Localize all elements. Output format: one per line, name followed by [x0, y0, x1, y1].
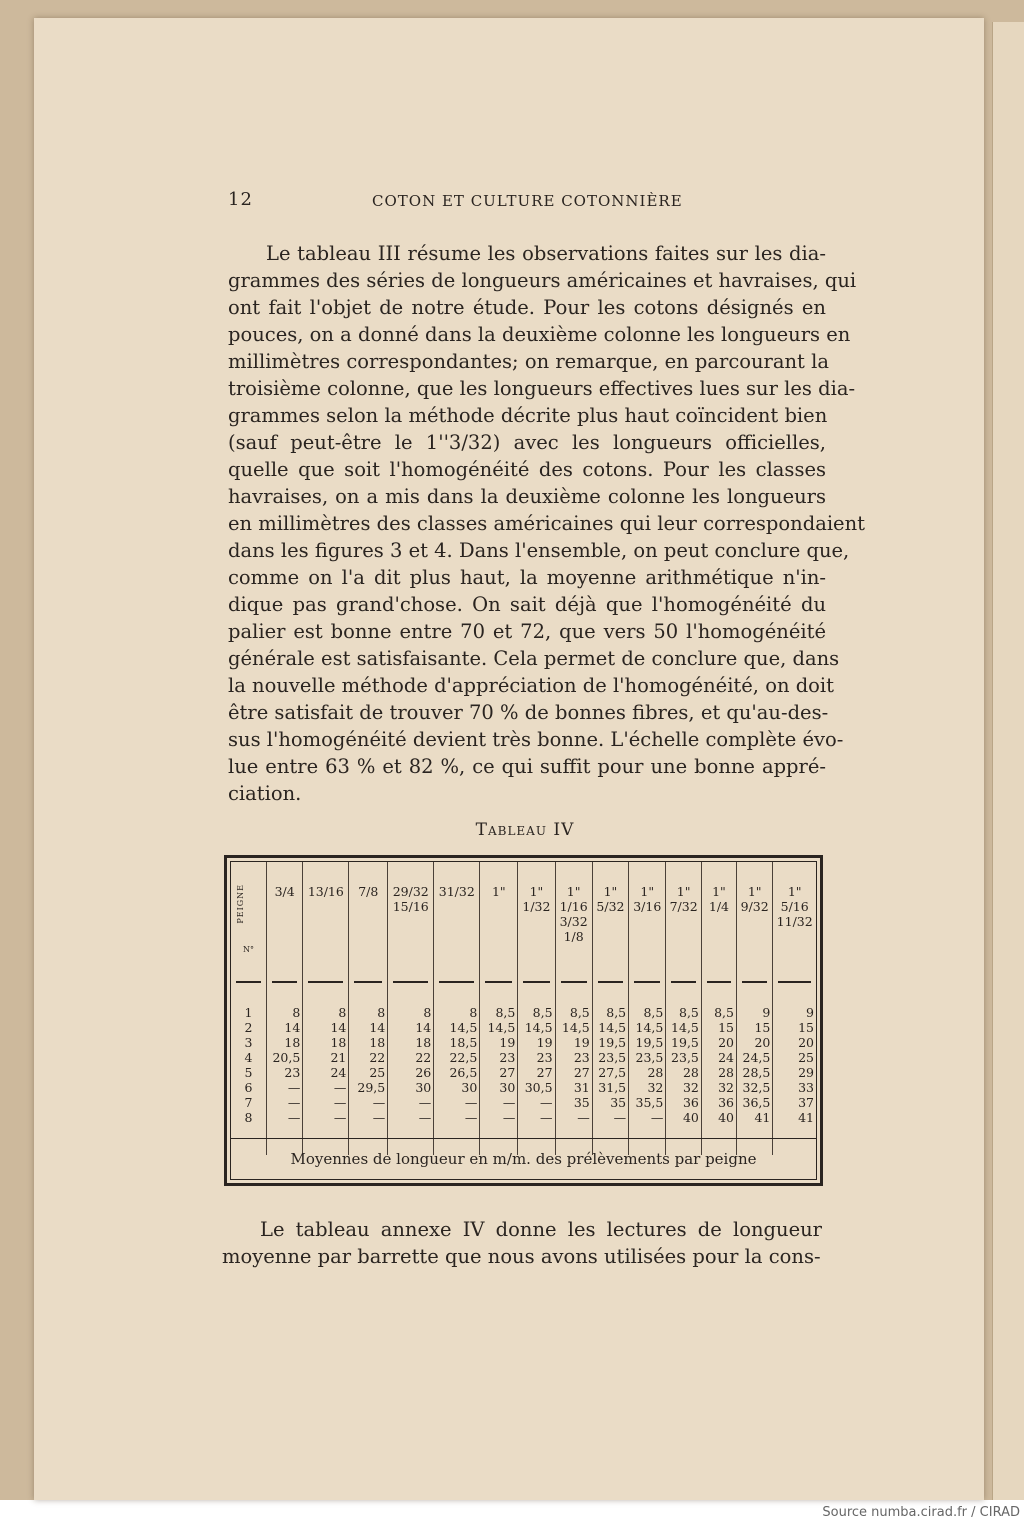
column-header: 1" 1/16 3/32 1/8 [555, 862, 592, 979]
column-header: 1" 9/32 [737, 862, 773, 979]
text-line: lue entre 63 % et 82 %, ce qui suffit pour une bonne appré- [228, 755, 826, 778]
column-values: 8,5 14,5 19 23 27 30,5 — — [518, 993, 555, 1155]
table-title: Tableau IV [475, 820, 575, 840]
column-values: 8,5 15 20 24 28 32 36 40 [701, 993, 736, 1155]
peigne-header [231, 862, 266, 979]
text-line: (sauf peut-être le 1''3/32) avec les longueurs officielles, [228, 431, 826, 454]
column-header: 1" 5/32 [592, 862, 628, 979]
text-line: dique pas grand'chose. On sait déjà que l'homogénéité du [228, 593, 826, 616]
column-values: 8,5 14,5 19 23 27 31 35 — [555, 993, 592, 1155]
text-line: la nouvelle méthode d'appréciation de l'homogénéité, on doit [228, 674, 834, 697]
text-line: être satisfait de trouver 70 % de bonnes fibres, et qu'au-des- [228, 701, 829, 724]
text-line: troisième colonne, que les longueurs effectives lues sur les dia- [228, 377, 856, 400]
paragraph-2 [222, 1216, 822, 1270]
rule-row [231, 979, 816, 993]
column-header: 1" [480, 862, 518, 979]
column-values: 9 15 20 24,5 28,5 32,5 36,5 41 [737, 993, 773, 1155]
text-line: Le tableau III résume les observations faites sur les dia- [266, 242, 826, 265]
column-values: 8 14 18 22 25 29,5 — — [349, 993, 388, 1155]
text-line: Le tableau annexe IV donne les lectures de longueur [260, 1218, 822, 1241]
column-header: 13/16 [303, 862, 349, 979]
column-header: 7/8 [349, 862, 388, 979]
column-values: 8 14 18 22 26 30 — — [388, 993, 434, 1155]
text-line: grammes des séries de longueurs américaines et havraises, qui [228, 269, 857, 292]
table-footer: Moyennes de longueur en m/m. des prélèvements par peigne [231, 1138, 816, 1179]
text-line: générale est satisfaisante. Cela permet de conclure que, dans [228, 647, 840, 670]
text-line: pouces, on a donné dans la deuxième colonne les longueurs en [228, 323, 851, 346]
table-iv [224, 855, 823, 1186]
column-header: 29/32 15/16 [388, 862, 434, 979]
column-values: 8 14 18 21 24 — — — [303, 993, 349, 1155]
source-credit: Source numba.cirad.fr / CIRAD [822, 1505, 1020, 1520]
column-header: 1" 1/4 [701, 862, 736, 979]
text-line: havraises, on a mis dans la deuxième colonne les longueurs [228, 485, 826, 508]
text-line: ont fait l'objet de notre étude. Pour les cotons désignés en [228, 296, 826, 319]
text-line: dans les figures 3 et 4. Dans l'ensemble, on peut conclure que, [228, 539, 850, 562]
column-header: 1" 3/16 [629, 862, 666, 979]
data-row [231, 993, 816, 1155]
text-line: comme on l'a dit plus haut, la moyenne arithmétique n'in- [228, 566, 826, 589]
text-line: sus l'homogénéité devient très bonne. L'échelle complète évo- [228, 728, 844, 751]
column-values: 9 15 20 25 29 33 37 41 [773, 993, 816, 1155]
no-label: N° [242, 944, 254, 954]
running-title: COTON ET CULTURE COTONNIÈRE [372, 192, 683, 210]
text-line: millimètres correspondantes; on remarque, en parcourant la [228, 350, 829, 373]
page-number: 12 [228, 189, 253, 210]
column-values: 8 14,5 18,5 22,5 26,5 30 — — [434, 993, 480, 1155]
column-values: 8,5 14,5 19 23 27 30 — — [480, 993, 518, 1155]
column-values: 8,5 14,5 19,5 23,5 28 32 36 40 [666, 993, 702, 1155]
next-page-edge [992, 22, 1024, 1500]
column-header: 1" 5/16 11/32 [773, 862, 816, 979]
column-values: 8,5 14,5 19,5 23,5 28 32 35,5 — [629, 993, 666, 1155]
text-line: ciation. [228, 782, 302, 805]
column-values: 8 14 18 20,5 23 — — — [266, 993, 302, 1155]
column-header: 31/32 [434, 862, 480, 979]
column-header: 3/4 [266, 862, 302, 979]
column-values: 8,5 14,5 19,5 23,5 27,5 31,5 35 — [592, 993, 628, 1155]
column-header: 1" 1/32 [518, 862, 555, 979]
column-header: 1" 7/32 [666, 862, 702, 979]
text-line: quelle que soit l'homogénéité des cotons. Pour les classes [228, 458, 826, 481]
peigne-label: PEIGNE [236, 884, 245, 924]
text-line: grammes selon la méthode décrite plus haut coïncident bien [228, 404, 828, 427]
row-numbers: 1 2 3 4 5 6 7 8 [244, 1005, 253, 1125]
text-line: en millimètres des classes américaines qui leur correspondaient [228, 512, 865, 535]
text-line: moyenne par barrette que nous avons utilisées pour la cons- [222, 1245, 821, 1268]
header-row [231, 862, 816, 979]
paragraph-1 [228, 240, 865, 807]
text-line: palier est bonne entre 70 et 72, que vers 50 l'homogénéité [228, 620, 826, 643]
